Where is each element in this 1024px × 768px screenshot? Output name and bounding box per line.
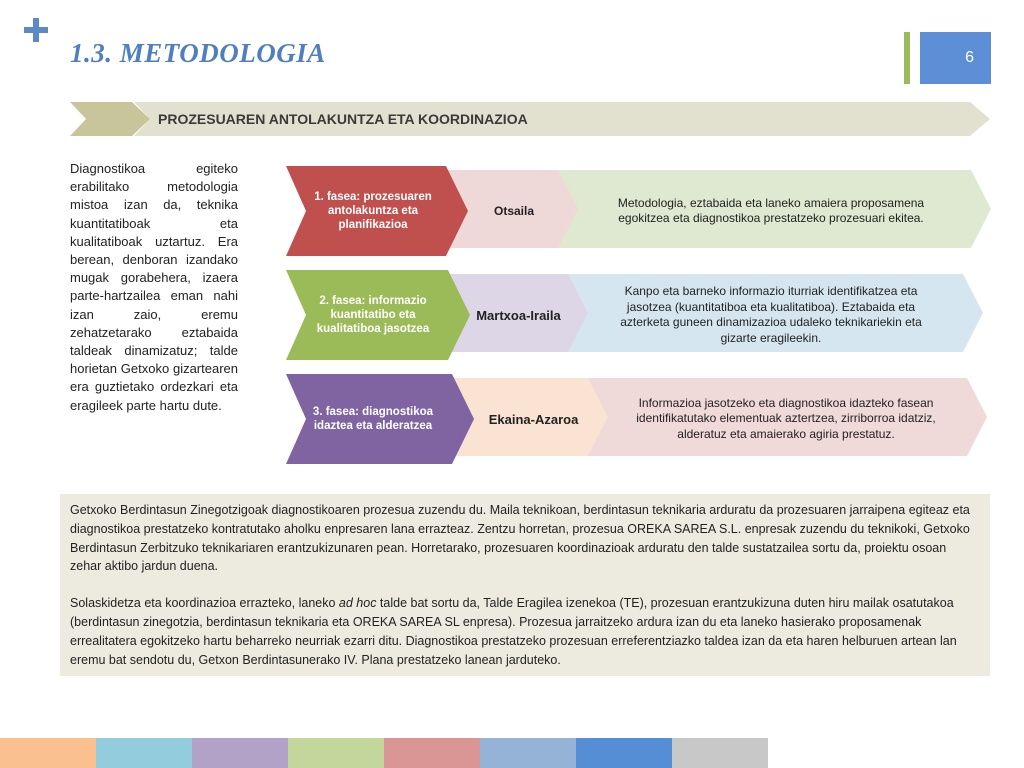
footer-color-block	[672, 738, 768, 768]
summary-paragraph-1: Getxoko Berdintasun Zinegotzigoak diagnostikoaren prozesua zuzendu du. Maila teknikoan, berdintasun teknikaria arduratu da prozesuaren jarraipena egiteaz eta diagnostikoa prestatzeko kontratutako aholku enpresaren lana errazteaz. Zentzu horretan, prozesua OREKA SAREA S.L. enpresak zuzendu du teknikoki, Getxoko Berdintasun Zerbitzuko teknikariaren erantzukizunaren pean. Horretarako, prozesuaren koordinazioak arduratu den talde sustatzailea sortu da, proiektu osoan zehar aktibo jardun duena.	[70, 503, 970, 574]
footer-color-block	[480, 738, 576, 768]
stage-1	[286, 166, 991, 258]
footer-color-block	[96, 738, 192, 768]
footer-color-block	[192, 738, 288, 768]
accent-bar	[904, 32, 910, 84]
stage-3-description: Informazioa jasotzeko eta diagnostikoa idazteko fasean identifikatutako elementuak aztertzea, zirriborroa idatziz, alderatuz eta amaierako agiria prestatuz.	[636, 395, 936, 441]
footer-color-strip	[0, 738, 768, 768]
page-title: 1.3. METODOLOGIA	[70, 38, 326, 68]
stage-2-phase: 2. fasea: informazio kuantitatibo eta kualitatiboa jasotzea	[316, 295, 430, 335]
stage-3-date: Ekaina-Azaroa	[488, 411, 579, 427]
footer-color-block	[0, 738, 96, 768]
plus-icon	[24, 18, 48, 42]
stage-1-phase: 1. fasea: prozesuaren antolakuntza eta planifikazioa	[314, 191, 432, 231]
summary-p2-italic: ad hoc	[338, 596, 377, 611]
stage-2-date: Martxoa-Iraila	[476, 307, 561, 323]
intro-paragraph: Diagnostikoa egiteko erabilitako metodologia mistoa izan da, teknika kuantitatiboak eta kualitatiboak uztartuz. Era berean, denboran izandako mugak gorabehera, izaera parte-hartzailea eman nahi izan zaio, eremu zehatzetarako eztabaida taldeak dinamizatuz; talde horietan Getxoko gizartearen era guztietako ordezkari eta eragileek parte hartu dute.	[70, 161, 238, 413]
stage-1-date: Otsaila	[493, 203, 535, 218]
stage-3	[286, 374, 991, 466]
summary-paragraph-2	[70, 594, 980, 669]
summary-box	[60, 494, 990, 676]
subheading-banner	[70, 102, 990, 136]
footer-color-block	[288, 738, 384, 768]
stage-2	[286, 270, 991, 362]
stage-3-phase: 3. fasea: diagnostikoa idaztea eta alderatzea	[312, 406, 434, 432]
footer-color-block	[384, 738, 480, 768]
stage-1-description: Metodologia, eztabaida eta laneko amaiera proposamena egokitzea eta diagnostikoa prestatzeko prozesuari ekitea.	[617, 195, 925, 225]
subheading-text: PROZESUAREN ANTOLAKUNTZA ETA KOORDINAZIOA	[158, 111, 528, 127]
page-number: 6	[920, 32, 991, 84]
subheading-chevron	[70, 102, 150, 136]
summary-p2-end: talde bat sortu da, Talde Eragilea izenekoa (TE), prozesuan erantzukizuna duten hiru mailak osatutakoa (berdintasun zinegotzia, berdintasun teknikaria eta OREKA SAREA SL enpresa). Prozesua jarraitzeko ardura izan du eta laneko hasierako proposamenak errealitatera egokitzeko hartu beharreko neurriak ezarri ditu. Diagnostikoa prestatzeko prozesuan erreferentziazko taldea izan da eta haren helburuen artean lan eremu bat sendotu du, Getxon Berdintasunerako IV. Plana prestatzeko lanean jarduteko.	[70, 596, 957, 667]
stage-2-description: Kanpo eta barneko informazio iturriak identifikatzea eta jasotzea (kuantitatiboa eta kualitatiboa). Eztabaida eta azterketa guneen dinamizazioa udaleko teknikariekin eta gizarte eragileekin.	[620, 284, 922, 345]
footer-color-block	[576, 738, 672, 768]
summary-p2-start: Solaskidetza eta koordinazioa errazteko, laneko	[70, 596, 339, 611]
